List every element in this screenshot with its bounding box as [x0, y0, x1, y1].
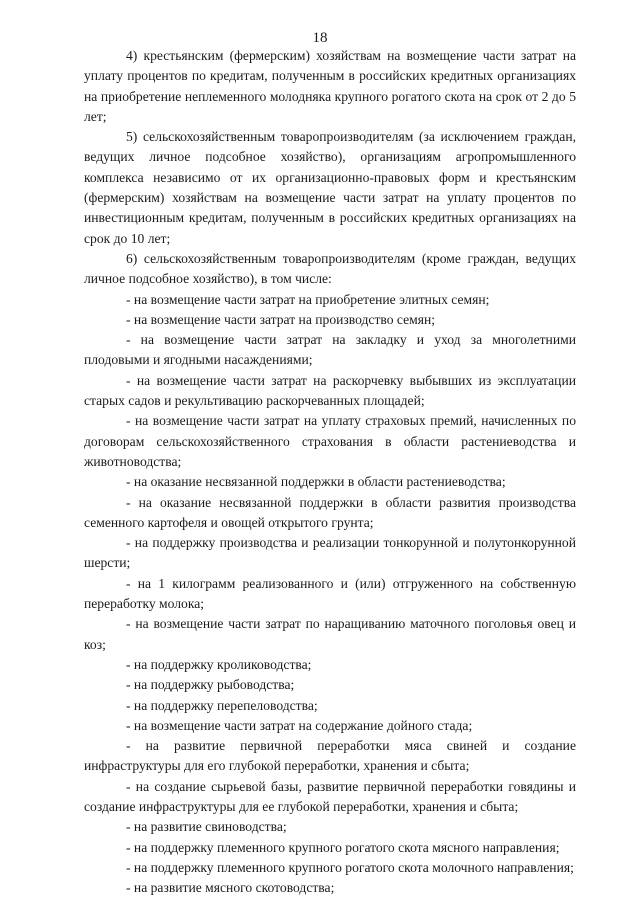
list-item: - на возмещение части затрат на содержание дойного стада;: [126, 717, 473, 733]
list-item: - на развитие первичной переработки мяса свиней и создание инфраструктуры для его глубокой переработки, хранения и сбыта;: [84, 738, 576, 774]
list-item: - на развитие мясного скотоводства;: [126, 880, 335, 896]
list-item: - на поддержку перепеловодства;: [126, 697, 318, 713]
list-item: - на поддержку производства и реализации тонкорунной и полутонкорунной шерсти;: [84, 535, 576, 571]
list-item: - на поддержку кролиководства;: [126, 656, 312, 672]
list-item: - на развитие свиноводства;: [126, 819, 287, 835]
list-item: - на возмещение части затрат на раскорчевку выбывших из эксплуатации старых садов и рекультивацию раскорчеванных площадей;: [84, 372, 576, 409]
list-item: - на поддержку племенного крупного рогатого скота молочного направления;: [126, 859, 574, 875]
list-item: - на возмещение части затрат на уплату страховых премий, начисленных по договорам сельскохозяйственного страхования в области растениеводства и животноводства;: [84, 413, 576, 469]
list-item: - на возмещение части затрат по наращиванию маточного поголовья овец и коз;: [84, 616, 576, 652]
list-item: - на оказание несвязанной поддержки в области растениеводства;: [126, 474, 506, 490]
list-item: - на поддержку рыбоводства;: [126, 677, 295, 693]
paragraph: 4) крестьянским (фермерским) хозяйствам на возмещение части затрат на уплату процентов по кредитам, полученным в российских кредитных организациях на приобретение неплеменного молодняка крупного рогатого скота на срок от 2 до 5 лет;: [84, 48, 576, 124]
document-body: [84, 46, 576, 898]
list-item: - на создание сырьевой базы, развитие первичной переработки говядины и создание инфраструктуры для ее глубокой переработки, хранения и сбыта;: [84, 778, 576, 814]
paragraph: 6) сельскохозяйственным товаропроизводителям (кроме граждан, ведущих личное подсобное хозяйство), в том числе:: [84, 250, 576, 287]
list-item: - на возмещение части затрат на производство семян;: [126, 311, 436, 327]
list-item: - на поддержку племенного крупного рогатого скота мясного направления;: [126, 839, 560, 855]
list-item: - на возмещение части затрат на закладку и уход за многолетними плодовыми и ягодными насаждениями;: [84, 332, 576, 368]
list-item: - на оказание несвязанной поддержки в области развития производства семенного картофеля и овощей открытого грунта;: [84, 494, 576, 530]
page-number: 18: [312, 30, 328, 46]
paragraph: 5) сельскохозяйственным товаропроизводителям (за исключением граждан, ведущих личное подсобное хозяйство), организациям агропромышленного комплекса независимо от их организационно-правовых форм и крестьянским (фермерским) хозяйствам на возмещение части затрат на уплату процентов по инвестиционным кредитам, полученным в российских кредитных организациях на срок до 10 лет;: [84, 129, 576, 246]
list-item: - на возмещение части затрат на приобретение элитных семян;: [126, 291, 490, 307]
list-item: - на 1 килограмм реализованного и (или) отгруженного на собственную переработку молока;: [84, 575, 576, 612]
